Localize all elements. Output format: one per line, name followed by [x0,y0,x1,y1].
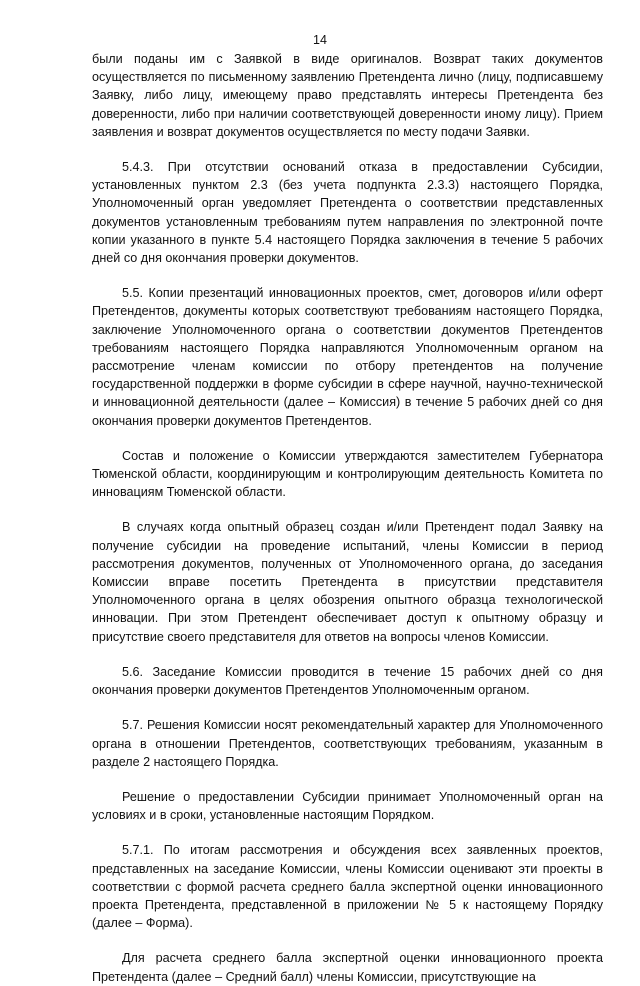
paragraph: Состав и положение о Комиссии утверждаются заместителем Губернатора Тюменской области, координирующим и контролирующим деятельность Комитета по инновациям Тюменской области. [92,448,603,500]
paragraph: 5.4.3. При отсутствии оснований отказа в предоставлении Субсидии, установленных пунктом 2.3 (без учета подпункта 2.3.3) настоящего Порядка, Уполномоченный орган уведомляет Претендента о соответствии представленных документов установленным требованиям путем направления по электронной почте копии указанного в пункте 5.4 настоящего Порядка заключения в течение 5 рабочих дней со дня окончания проверки документов. [92,160,603,266]
paragraph: были поданы им с Заявкой в виде оригиналов. Возврат таких документов осуществляется по письменному заявлению Претендента лично (лицу, подписавшему Заявку, либо лицу, имеющему право представлять интересы Претендента без доверенности, либо при наличии соответствующей доверенности иному лицу). Прием заявления и возврат документов осуществляется по месту подачи Заявки. [92,52,603,139]
document-body [92,50,603,986]
paragraph: 5.7.1. По итогам рассмотрения и обсуждения всех заявленных проектов, представленных на заседание Комиссии, члены Комиссии оценивают эти проекты в соответствии с формой расчета среднего балла экспертной оценки инновационного проекта Претендента, представленной в приложении № 5 к настоящему Порядку (далее – Форма). [92,843,603,931]
paragraph: 5.7. Решения Комиссии носят рекомендательный характер для Уполномоченного органа в отношении Претендентов, соответствующих требованиям, указанным в разделе 2 настоящего Порядка. [92,718,603,769]
paragraph: В случаях когда опытный образец создан и/или Претендент подал Заявку на получение субсидии на проведение испытаний, члены Комиссии в период рассмотрения документов, полученных от Уполномоченного органа, до заседания Комиссии вправе посетить Претендента в присутствии представителя Уполномоченного органа в целях обозрения опытного образца технологической инновации. При этом Претендент обеспечивает доступ к опытному образцу и присутствие своего представителя для ответов на вопросы членов Комиссии. [92,520,603,644]
paragraph: 5.5. Копии презентаций инновационных проектов, смет, договоров и/или оферт Претендентов, документы которых соответствуют требованиям настоящего Порядка, заключение Уполномоченного органа о соответствии документов Претендентов требованиям настоящего Порядка направляются Уполномоченным органом на рассмотрение членам комиссии по отбору претендентов на получение государственной поддержки в форме субсидии в сфере научной, научно-технической и инновационной деятельности (далее – Комиссия) в течение 5 рабочих дней со дня окончания проверки документов Претендентов. [92,286,603,428]
paragraph: 5.6. Заседание Комиссии проводится в течение 15 рабочих дней со дня окончания проверки документов Претендентов Уполномоченным органом. [92,664,603,698]
paragraph: Для расчета среднего балла экспертной оценки инновационного проекта Претендента (далее – Средний балл) члены Комиссии, присутствующие на [92,951,603,984]
page-number: 14 [313,33,327,47]
paragraph: Решение о предоставлении Субсидии принимает Уполномоченный орган на условиях и в сроки, установленные настоящим Порядком. [92,789,603,823]
